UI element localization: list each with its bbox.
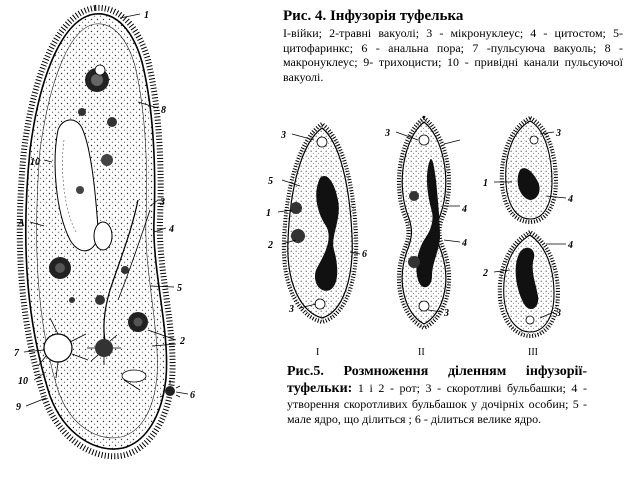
fig5-stage-III-label: III bbox=[528, 347, 538, 358]
fig5-I-label-5: 5 bbox=[268, 176, 273, 187]
fig5-stage-I-label: I bbox=[316, 347, 320, 358]
fig5-I-label-1: 1 bbox=[266, 208, 271, 219]
division-stage-I bbox=[278, 124, 360, 322]
fig5-III-label-2: 2 bbox=[483, 268, 488, 279]
fig4-label-7: 7 bbox=[14, 348, 19, 359]
fig5-stage-II-label: II bbox=[418, 347, 425, 358]
fig4-label-8: 8 bbox=[161, 105, 166, 116]
fig4-label-2: 2 bbox=[180, 336, 185, 347]
fig4-label-10-top: 10 bbox=[30, 157, 40, 168]
fig5-III-label-3-bottom: 3 bbox=[556, 308, 561, 319]
fig5-I-label-2: 2 bbox=[268, 240, 273, 251]
fig4-title: Рис. 4. Інфузорія туфелька bbox=[283, 8, 464, 24]
fig4-caption-text: І-війки; 2-травні вакуолі; 3 - мікронуклеус; 4 - цитостом; 5-цитофаринкс; 6 - анальна пора; 7 -пульсуюча вакуоль; 8 - макронуклеус; 9- трихоцисти; 10 - привідні канали пульсуючої вакуолі. bbox=[283, 26, 623, 84]
fig4-label-10-bottom: 10 bbox=[18, 376, 28, 387]
fig4-label-9: 9 bbox=[16, 402, 21, 413]
fig5-III-label-4-lower: 4 bbox=[568, 240, 573, 251]
fig4-label-3: 3 bbox=[160, 197, 165, 208]
fig5-III-label-4-upper: 4 bbox=[568, 194, 573, 205]
paramecium-large bbox=[20, 8, 188, 456]
fig5-caption-text: 1 і 2 - рот; 3 - скоротливі бульбашки; 4 - утворення скоротливих бульбашок у дочірніх особин; 5 - мале ядро, що ділиться ; 6 - ділиться велике ядро. bbox=[287, 381, 587, 426]
fig5-II-label-3-bottom: 3 bbox=[444, 308, 449, 319]
fig5-I-label-3-bottom: 3 bbox=[289, 304, 294, 315]
fig5-caption-block bbox=[287, 363, 587, 426]
fig4-label-4: 4 bbox=[169, 224, 174, 235]
fig5-I-label-3-top: 3 bbox=[281, 130, 286, 141]
fig5-title: Рис.5. Розмноження діленням інфузорії-туфельки: bbox=[287, 364, 587, 396]
division-stage-III bbox=[494, 118, 566, 336]
fig4-caption-block bbox=[283, 6, 623, 84]
fig5-II-label-4-lower: 4 bbox=[462, 238, 467, 249]
fig4-label-A: А bbox=[18, 218, 25, 229]
fig5-I-label-6: 6 bbox=[362, 249, 367, 260]
fig4-label-6: 6 bbox=[190, 390, 195, 401]
fig5-III-label-1: 1 bbox=[483, 178, 488, 189]
division-stage-II bbox=[396, 118, 460, 328]
fig5-III-label-3-top: 3 bbox=[556, 128, 561, 139]
fig4-label-1: 1 bbox=[144, 10, 149, 21]
fig4-label-5: 5 bbox=[177, 283, 182, 294]
fig5-II-label-3-top: 3 bbox=[385, 128, 390, 139]
fig5-II-label-4-upper: 4 bbox=[462, 204, 467, 215]
